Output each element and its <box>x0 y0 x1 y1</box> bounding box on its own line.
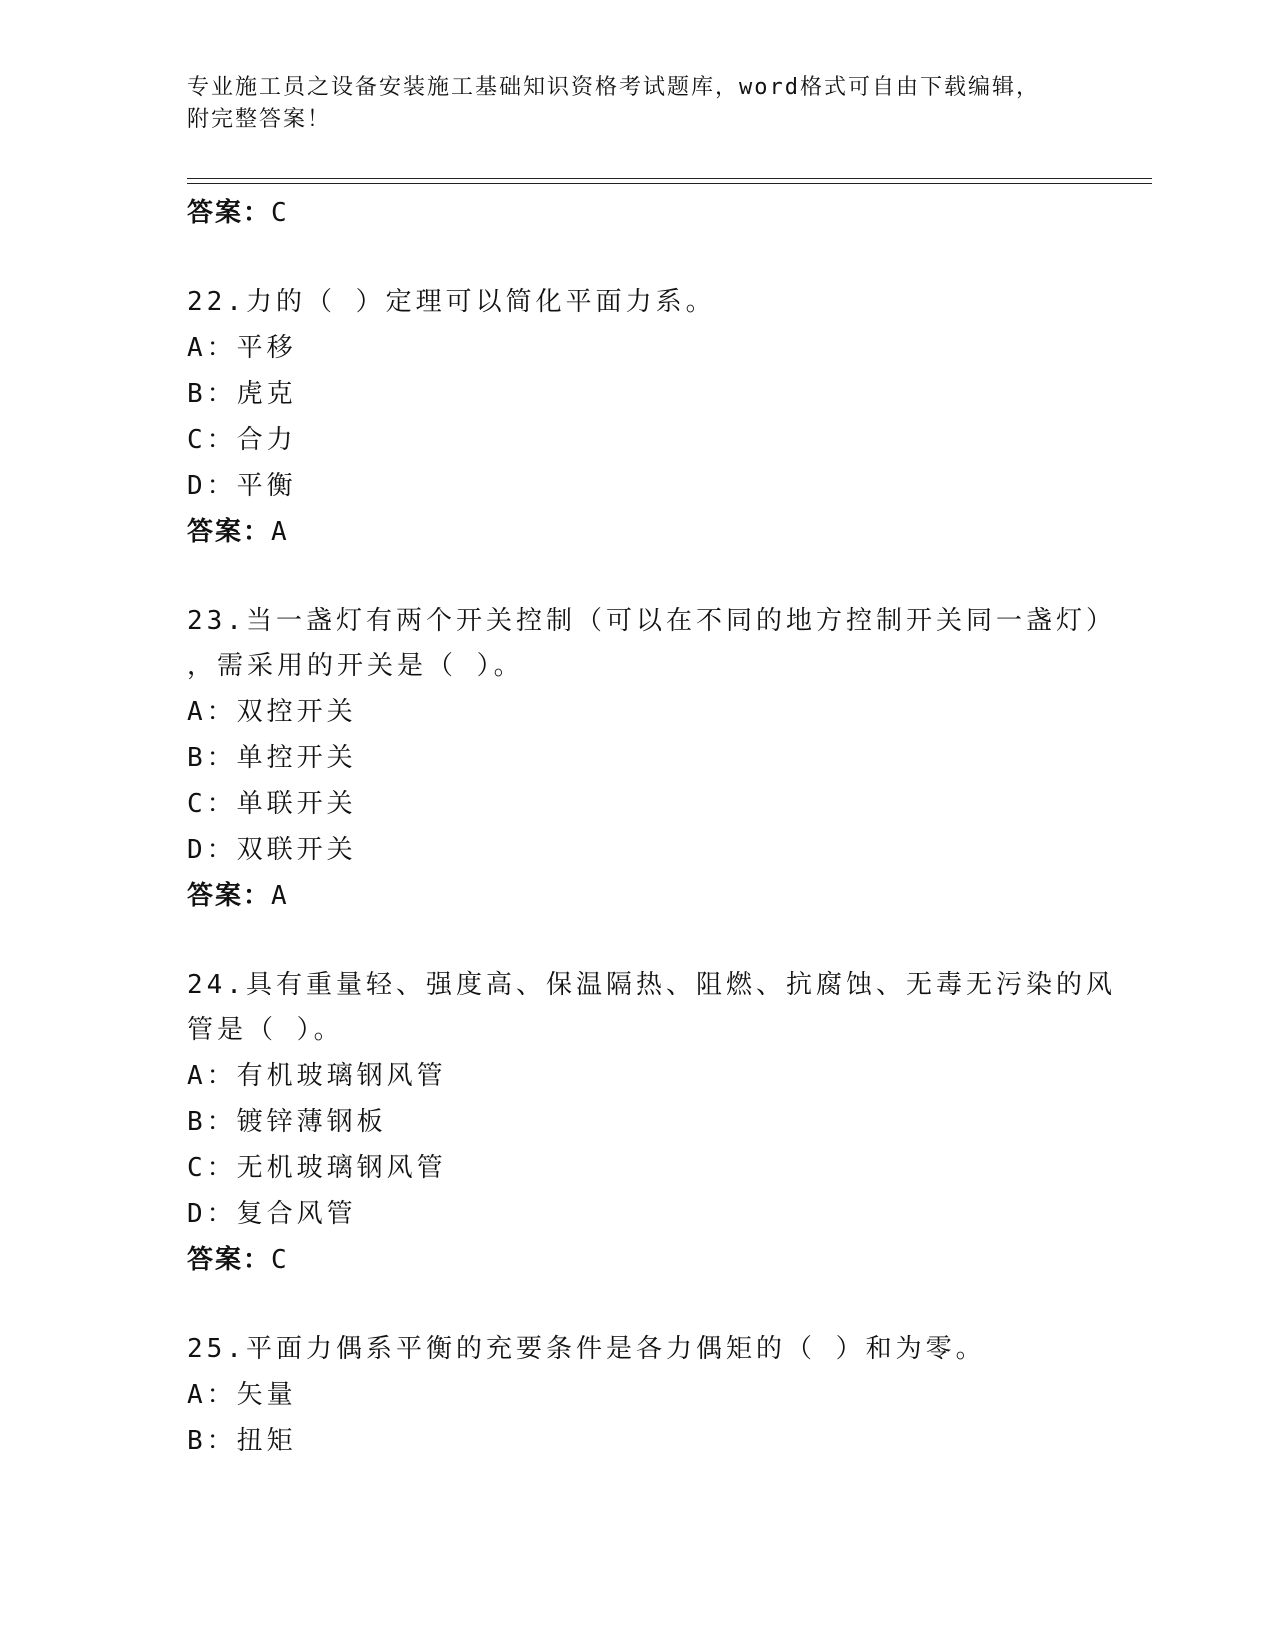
spacer <box>187 919 1147 963</box>
question-stem: 25.平面力偶系平衡的充要条件是各力偶矩的（ ）和为零。 <box>187 1334 986 1364</box>
question-25 <box>187 1327 1147 1464</box>
answer-line <box>187 509 1147 555</box>
header-divider-bottom <box>187 183 1152 184</box>
answer-value: C <box>271 198 289 228</box>
question-stem-continued: 管是（ ）。 <box>187 1015 344 1045</box>
spacer <box>187 236 1147 280</box>
option-d: D：双联开关 <box>187 835 357 865</box>
option-c: C：合力 <box>187 425 297 455</box>
spacer <box>187 555 1147 599</box>
question-stem: 23.当一盏灯有两个开关控制（可以在不同的地方控制开关同一盏灯） <box>187 606 1116 636</box>
header-line-2: 附完整答案！ <box>187 107 332 132</box>
question-stem: 22.力的（ ）定理可以简化平面力系。 <box>187 287 716 317</box>
question-stem-continued: ，需采用的开关是（ ）。 <box>187 651 524 681</box>
option-b: B：单控开关 <box>187 743 357 773</box>
answer-label: 答案： <box>187 881 272 911</box>
answer-label: 答案： <box>187 198 272 228</box>
question-24 <box>187 963 1147 1283</box>
answer-line <box>187 190 1147 236</box>
question-stem: 24.具有重量轻、强度高、保温隔热、阻燃、抗腐蚀、无毒无污染的风 <box>187 970 1116 1000</box>
answer-value: A <box>271 517 289 547</box>
option-d: D：复合风管 <box>187 1199 357 1229</box>
question-23 <box>187 599 1147 919</box>
option-a: A：平移 <box>187 333 297 363</box>
question-22 <box>187 280 1147 555</box>
option-b: B：扭矩 <box>187 1426 297 1456</box>
header-divider-top <box>187 178 1152 179</box>
option-a: A：双控开关 <box>187 697 357 727</box>
spacer <box>187 1283 1147 1327</box>
answer-label: 答案： <box>187 1245 272 1275</box>
option-c: C：无机玻璃钢风管 <box>187 1153 447 1183</box>
answer-value: A <box>271 881 289 911</box>
question-list <box>187 190 1147 1464</box>
option-c: C：单联开关 <box>187 789 357 819</box>
option-b: B：镀锌薄钢板 <box>187 1107 387 1137</box>
option-a: A：有机玻璃钢风管 <box>187 1061 447 1091</box>
option-a: A：矢量 <box>187 1380 297 1410</box>
answer-value: C <box>271 1245 289 1275</box>
answer-line <box>187 1237 1147 1283</box>
document-header <box>187 72 1067 136</box>
answer-label: 答案： <box>187 517 272 547</box>
answer-line <box>187 873 1147 919</box>
option-d: D：平衡 <box>187 471 297 501</box>
option-b: B：虎克 <box>187 379 297 409</box>
header-line-1: 专业施工员之设备安装施工基础知识资格考试题库，word格式可自由下载编辑， <box>187 75 1040 100</box>
